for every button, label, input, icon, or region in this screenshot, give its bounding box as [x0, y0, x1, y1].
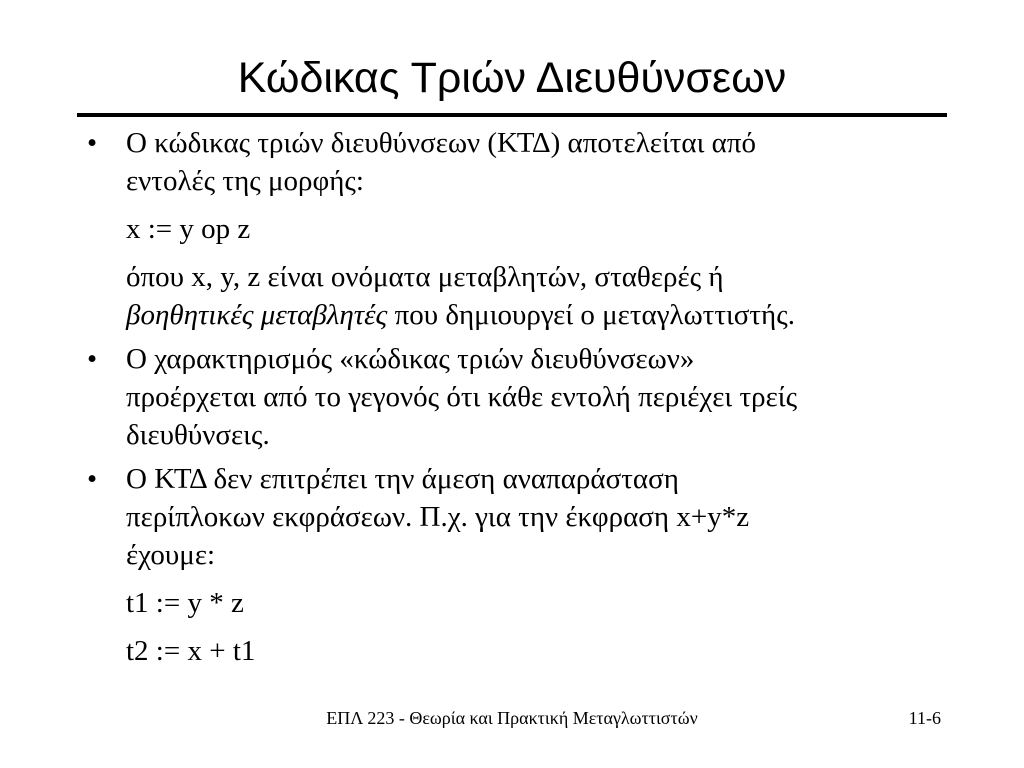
bullet-item-1	[85, 124, 955, 200]
bullet-item-2	[85, 340, 955, 454]
bullet-2-line-3: διευθύνσεις.	[126, 419, 270, 451]
slide-body	[85, 124, 955, 670]
code-line-2: t2 := x + t1	[126, 635, 256, 667]
bullet-2-line-2: προέρχεται από το γεγονός ότι κάθε εντολή περιέχει τρείς	[126, 381, 798, 413]
bullet-icon: •	[87, 463, 98, 495]
bullet-2-line-1: Ο χαρακτηρισμός «κώδικας τριών διευθύνσεων»	[126, 343, 695, 375]
bullet-1-line-1: Ο κώδικας τριών διευθύνσεων (ΚΤΔ) αποτελείται από	[126, 127, 756, 159]
explanation-italic-term: βοηθητικές μεταβλητές	[126, 299, 388, 331]
title-underline	[77, 113, 947, 117]
explanation-block	[85, 258, 955, 334]
code-block-line-2	[85, 632, 955, 670]
formula: x := y op z	[126, 213, 251, 245]
explanation-line-2	[126, 296, 955, 334]
explanation-line-1: όπου x, y, z είναι ονόματα μεταβλητών, σταθερές ή	[126, 261, 724, 293]
code-line-1: t1 := y * z	[126, 587, 244, 619]
footer-page-number: 11-6	[908, 708, 941, 728]
bullet-3-line-1: Ο ΚΤΔ δεν επιτρέπει την άμεση αναπαράσταση	[126, 463, 679, 495]
bullet-item-3	[85, 460, 955, 574]
explanation-rest: που δημιουργεί ο μεταγλωττιστής.	[387, 299, 795, 331]
bullet-3-line-2: περίπλοκων εκφράσεων. Π.χ. για την έκφραση x+y*z	[126, 501, 750, 533]
formula-block	[85, 210, 955, 248]
bullet-1-line-2: εντολές της μορφής:	[126, 165, 364, 197]
bullet-icon: •	[87, 343, 98, 375]
code-block-line-1	[85, 584, 955, 622]
bullet-icon: •	[87, 127, 98, 159]
bullet-3-line-3: έχουμε:	[126, 539, 216, 571]
slide-title: Κώδικας Τριών Διευθύνσεων	[237, 54, 787, 102]
footer-course: ΕΠΛ 223 - Θεωρία και Πρακτική Μεταγλωττιστών	[326, 708, 698, 728]
